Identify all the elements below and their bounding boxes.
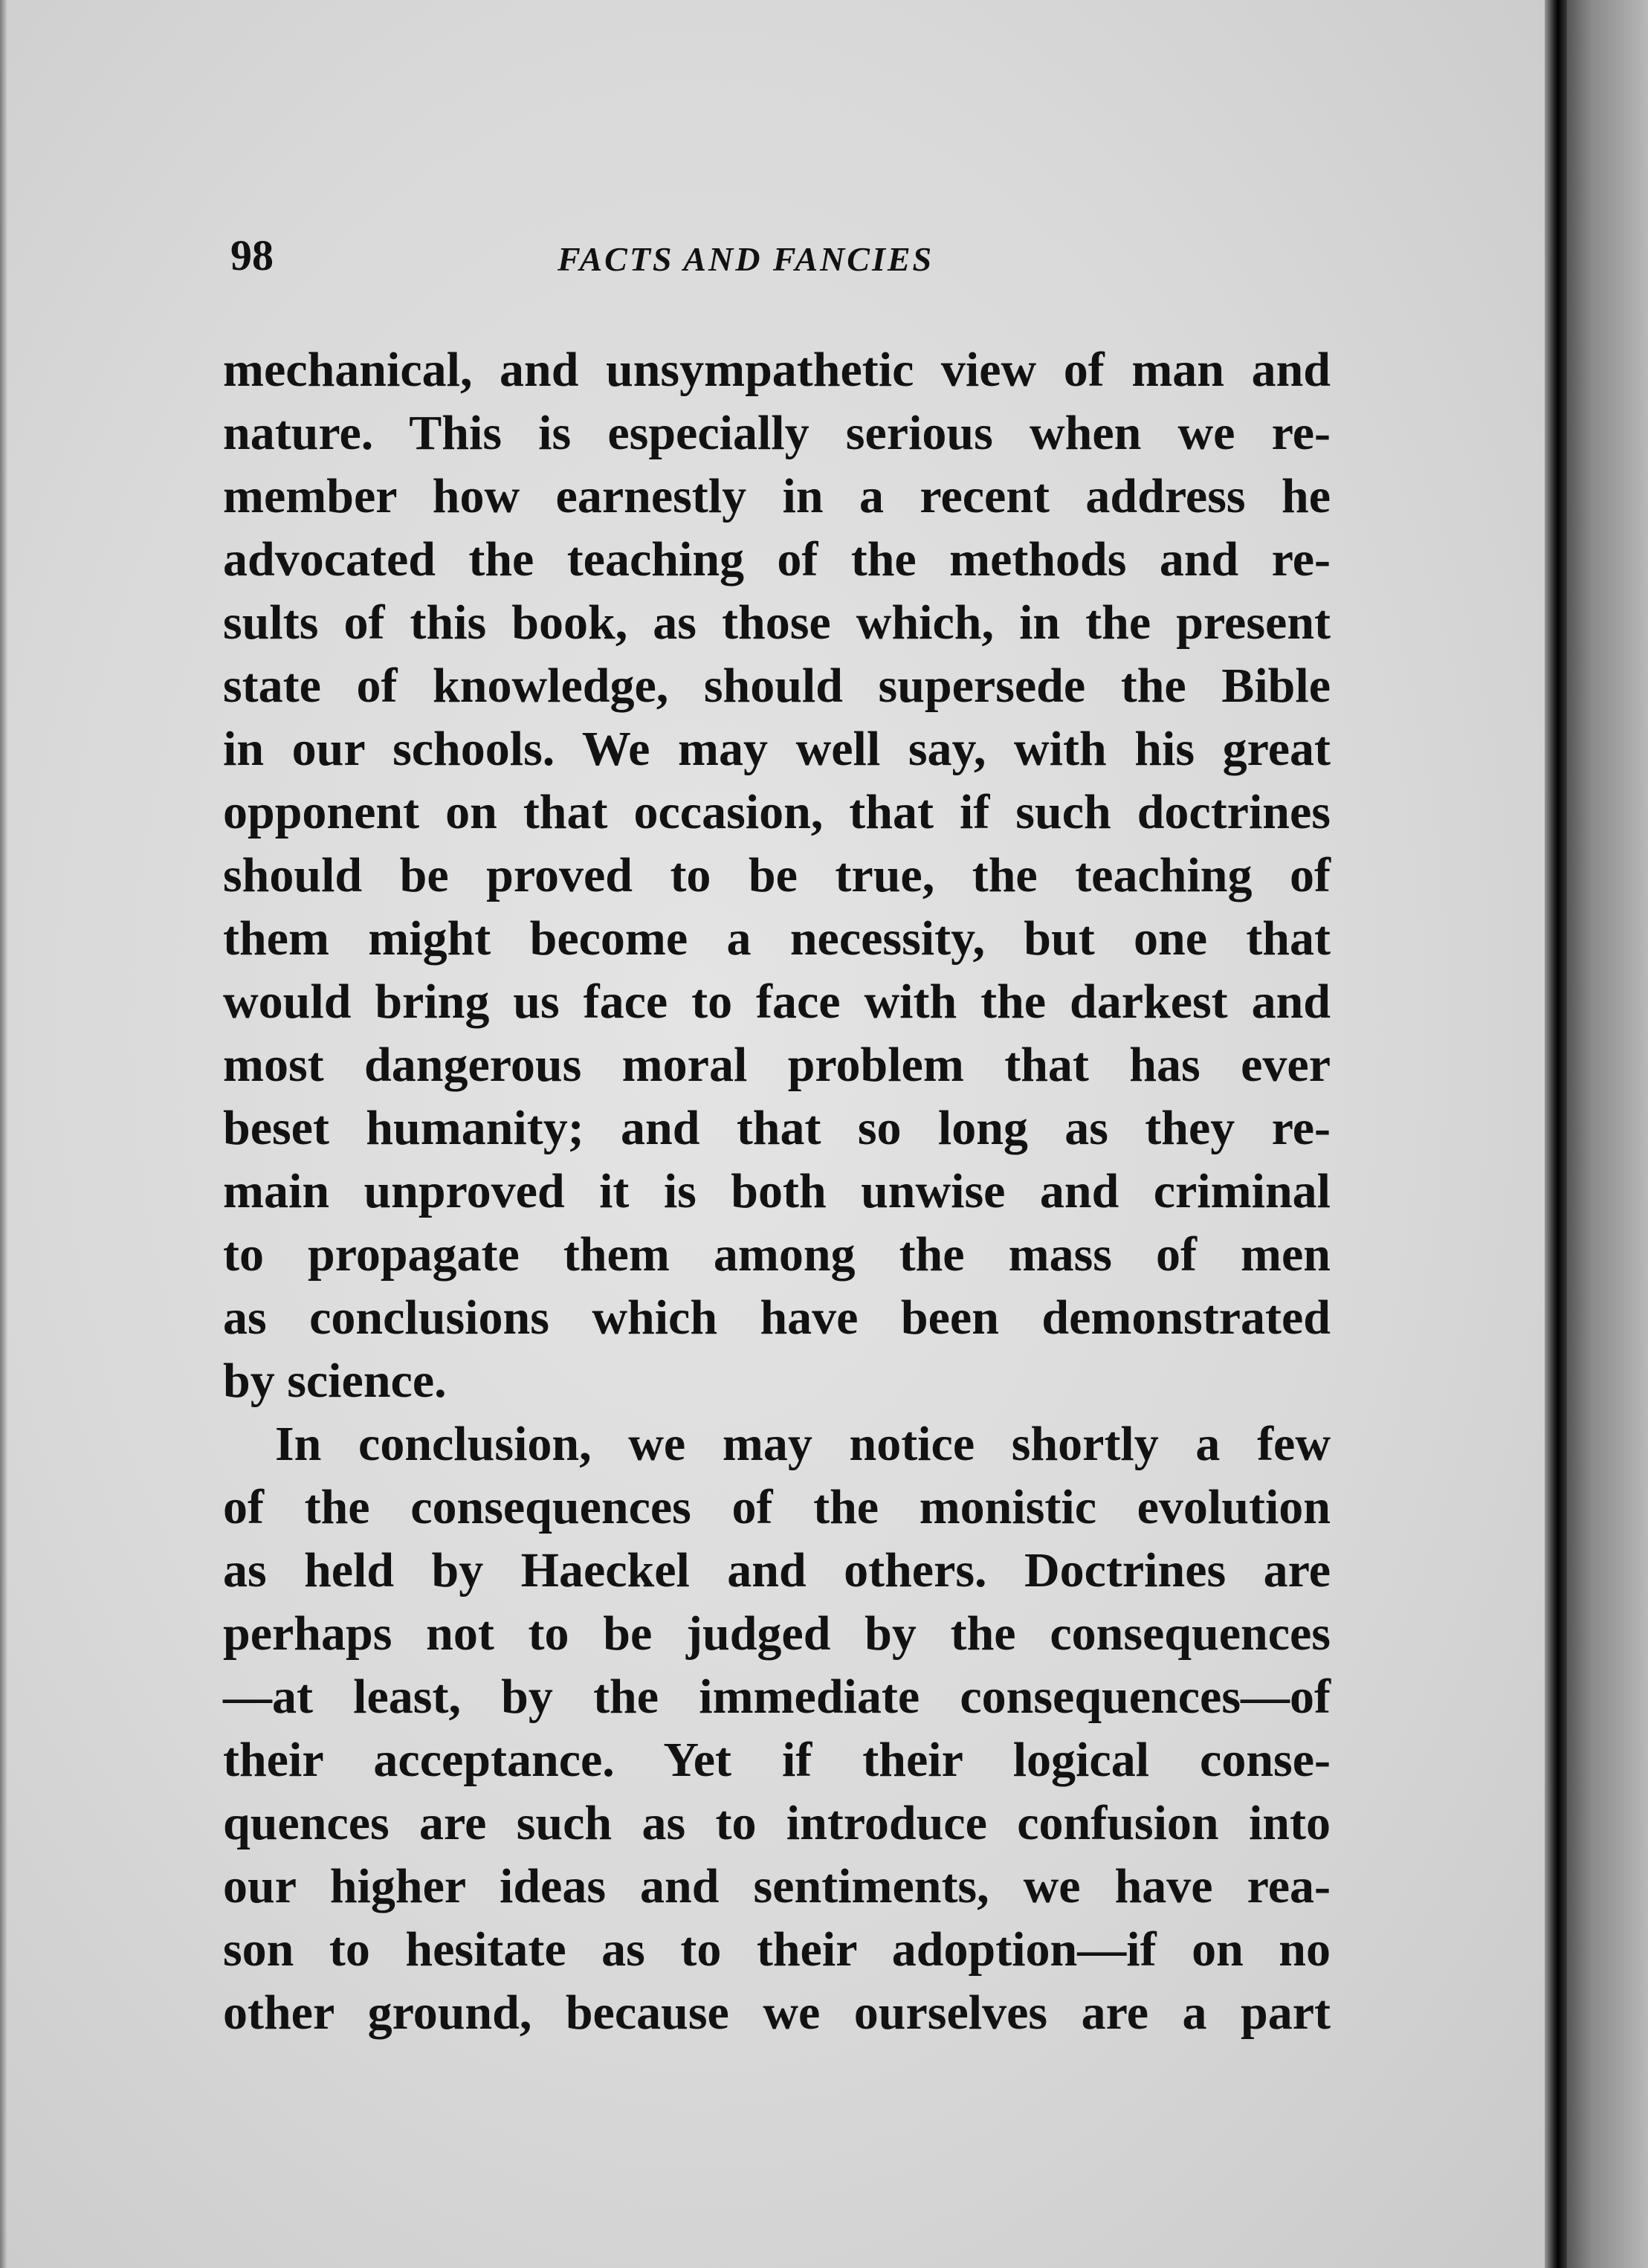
paragraph-start-line: In conclusion, we may notice shortly a few xyxy=(275,1417,1331,1471)
text-line: member how earnestly in a recent address he xyxy=(223,469,1331,523)
page-header xyxy=(230,230,1331,290)
paragraph-end-line: by science. xyxy=(223,1354,447,1408)
text-line: advocated the teaching of the methods and re- xyxy=(223,532,1331,587)
text-line: beset humanity; and that so long as they re- xyxy=(223,1101,1331,1155)
text-line: mechanical, and unsympathetic view of man and xyxy=(223,343,1331,397)
text-line: as conclusions which have been demonstrated xyxy=(223,1290,1331,1345)
text-line: as held by Haeckel and others. Doctrines are xyxy=(223,1543,1331,1597)
text-line: opponent on that occasion, that if such doctrines xyxy=(223,785,1331,839)
text-line: quences are such as to introduce confusion into xyxy=(223,1796,1331,1850)
text-line: state of knowledge, should supersede the Bible xyxy=(223,659,1331,713)
text-line: son to hesitate as to their adoption—if on no xyxy=(223,1922,1331,1977)
text-line: nature. This is especially serious when we re- xyxy=(223,406,1331,460)
text-line: main unproved it is both unwise and criminal xyxy=(223,1164,1331,1218)
text-line: our higher ideas and sentiments, we have rea- xyxy=(223,1859,1331,1913)
text-line: them might become a necessity, but one that xyxy=(223,911,1331,966)
text-line: of the consequences of the monistic evolution xyxy=(223,1480,1331,1534)
text-line: in our schools. We may well say, with his great xyxy=(223,722,1331,776)
text-line: —at least, by the immediate consequences—of xyxy=(223,1670,1331,1724)
book-gutter xyxy=(1545,0,1567,2268)
text-line: to propagate them among the mass of men xyxy=(223,1227,1331,1282)
text-line: should be proved to be true, the teaching of xyxy=(223,848,1331,902)
text-line: sults of this book, as those which, in the present xyxy=(223,595,1331,650)
page-left-edge xyxy=(0,0,7,2268)
facing-page-edge xyxy=(1567,0,1648,2268)
text-line: perhaps not to be judged by the consequences xyxy=(223,1606,1331,1661)
text-line: other ground, because we ourselves are a part xyxy=(223,1986,1331,2040)
body-text xyxy=(223,338,1331,2044)
text-line: their acceptance. Yet if their logical conse- xyxy=(223,1733,1331,1787)
text-line: would bring us face to face with the darkest and xyxy=(223,975,1331,1029)
running-title: FACTS AND FANCIES xyxy=(558,240,934,278)
text-line: most dangerous moral problem that has ever xyxy=(223,1038,1331,1092)
page-number: 98 xyxy=(230,231,274,280)
